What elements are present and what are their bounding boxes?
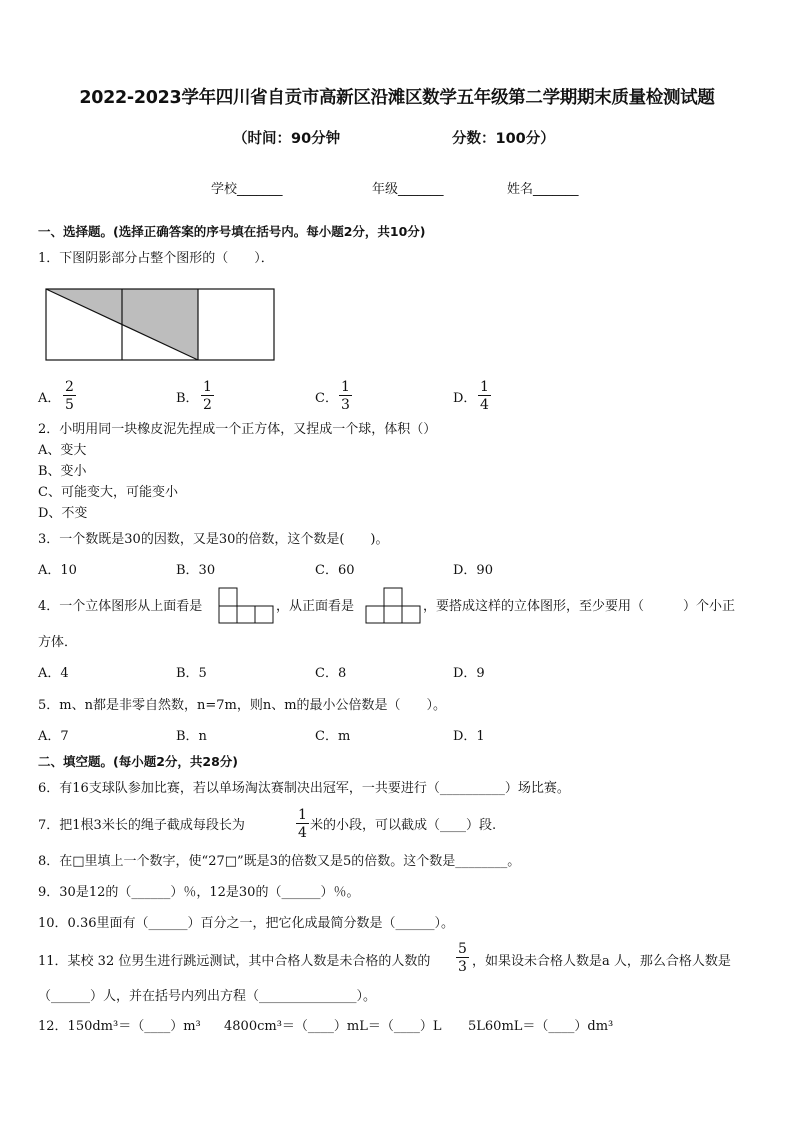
question-5-stem: 5．m、n都是非零自然数，n=7m，则n、m的最小公倍数是（ ）。 — [38, 698, 447, 713]
top-view-figure — [218, 587, 276, 625]
question-6: 6．有16支球队参加比赛，若以单场淘汰赛制决出冠军，一共要进行（__________）场比赛。 — [38, 781, 570, 796]
fraction-numerator: 5 — [458, 941, 467, 957]
q1-option-b-label: B． — [176, 391, 199, 406]
q7-fraction — [296, 808, 309, 840]
front-view-cell — [384, 606, 402, 623]
score-label: 分数：100分） — [452, 131, 555, 147]
q1-option-c-label: C． — [315, 391, 338, 406]
q5-option-d: D．1 — [453, 729, 485, 744]
q1-option-a-fraction — [63, 380, 76, 412]
question-4-part2: ，从正面看是 — [276, 599, 355, 614]
fraction-denominator: 3 — [341, 397, 350, 413]
q1-option-c-fraction — [339, 380, 352, 412]
q2-option-b: B、变小 — [38, 464, 87, 479]
q5-option-b: B．n — [176, 729, 207, 744]
fraction-numerator: 1 — [480, 379, 489, 395]
top-view-cell — [255, 606, 273, 623]
q4-option-b: B．5 — [176, 666, 207, 681]
question-1-stem: 1．下图阴影部分占整个图形的（ ）． — [38, 251, 274, 266]
q5-option-a: A．7 — [38, 729, 69, 744]
q2-option-d: D、不变 — [38, 506, 88, 521]
question-4-part1: 4．一个立体图形从上面看是 — [38, 599, 203, 614]
q1-option-a-label: A． — [38, 391, 61, 406]
page-title: 2022-2023学年四川省自贡市高新区沿滩区数学五年级第二学期期末质量检测试题 — [79, 88, 715, 108]
fraction-denominator: 4 — [480, 397, 489, 413]
q3-option-a: A．10 — [38, 563, 77, 578]
question-4-part3: ，要搭成这样的立体图形，至少要用（ ）个小正 — [423, 599, 736, 614]
q3-option-c: C．60 — [315, 563, 355, 578]
q3-option-b: B．30 — [176, 563, 216, 578]
section-heading-fill: 二、填空题。(每小题2分，共28分) — [38, 754, 239, 769]
grade-field: 年级_______ — [372, 182, 444, 197]
q1-option-d-fraction — [478, 380, 491, 412]
q2-option-a: A、变大 — [38, 443, 87, 458]
section-heading-choice: 一、选择题。(选择正确答案的序号填在括号内。每小题2分，共10分) — [38, 224, 426, 239]
q4-option-d: D．9 — [453, 666, 485, 681]
fraction-numerator: 2 — [65, 379, 74, 395]
question-7-before: 7．把1根3米长的绳子截成每段长为 — [38, 818, 245, 833]
top-view-cell — [219, 588, 237, 606]
front-view-cell — [384, 588, 402, 606]
question-11-line2: （______）人，并在括号内列出方程（_______________）。 — [38, 989, 377, 1004]
front-view-cell — [402, 606, 420, 623]
fraction-numerator: 1 — [203, 379, 212, 395]
time-label: （时间：90分钟 — [233, 131, 341, 147]
q5-option-c: C．m — [315, 729, 351, 744]
question-7-after: 米的小段，可以截成（____）段. — [310, 818, 497, 833]
fraction-denominator: 5 — [65, 397, 74, 413]
question-4-part4: 方体． — [38, 635, 78, 650]
question-3-stem: 3．一个数既是30的因数，又是30的倍数，这个数是( )。 — [38, 532, 389, 547]
q11-fraction — [456, 942, 469, 974]
name-field: 姓名_______ — [507, 182, 579, 197]
q4-option-c: C．8 — [315, 666, 347, 681]
top-view-cell — [219, 606, 237, 623]
shaded-rectangle-figure — [45, 288, 277, 362]
fraction-denominator: 4 — [298, 825, 307, 841]
question-12-part1: 12．150dm³＝（____）m³ — [38, 1019, 201, 1034]
question-8: 8．在□里填上一个数字，使“27□”既是3的倍数又是5的倍数。这个数是________。 — [38, 854, 521, 869]
question-12-part3: 5L60mL＝（____）dm³ — [468, 1019, 614, 1034]
fraction-numerator: 1 — [298, 807, 307, 823]
front-view-figure — [365, 587, 423, 625]
question-9: 9．30是12的（______）％，12是30的（______）％。 — [38, 885, 360, 900]
question-2-stem: 2．小明用同一块橡皮泥先捏成一个正方体，又捏成一个球，体积（） — [38, 422, 437, 437]
front-view-cell — [366, 606, 384, 623]
fraction-denominator: 3 — [458, 959, 467, 975]
question-12-part2: 4800cm³＝（____）mL＝（____）L — [224, 1019, 442, 1034]
q4-option-a: A．4 — [38, 666, 69, 681]
q3-option-d: D．90 — [453, 563, 493, 578]
school-field: 学校_______ — [211, 182, 283, 197]
fraction-denominator: 2 — [203, 397, 212, 413]
fraction-numerator: 1 — [341, 379, 350, 395]
question-10: 10．0.36里面有（______）百分之一，把它化成最简分数是（______）。 — [38, 916, 454, 931]
question-11-before: 11．某校 32 位男生进行跳远测试，其中合格人数是未合格的人数的 — [38, 954, 431, 969]
q2-option-c: C、可能变大，可能变小 — [38, 485, 178, 500]
top-view-cell — [237, 606, 255, 623]
q1-option-d-label: D． — [453, 391, 477, 406]
question-11-after: ，如果设未合格人数是a 人，那么合格人数是 — [472, 954, 731, 969]
q1-option-b-fraction — [201, 380, 214, 412]
